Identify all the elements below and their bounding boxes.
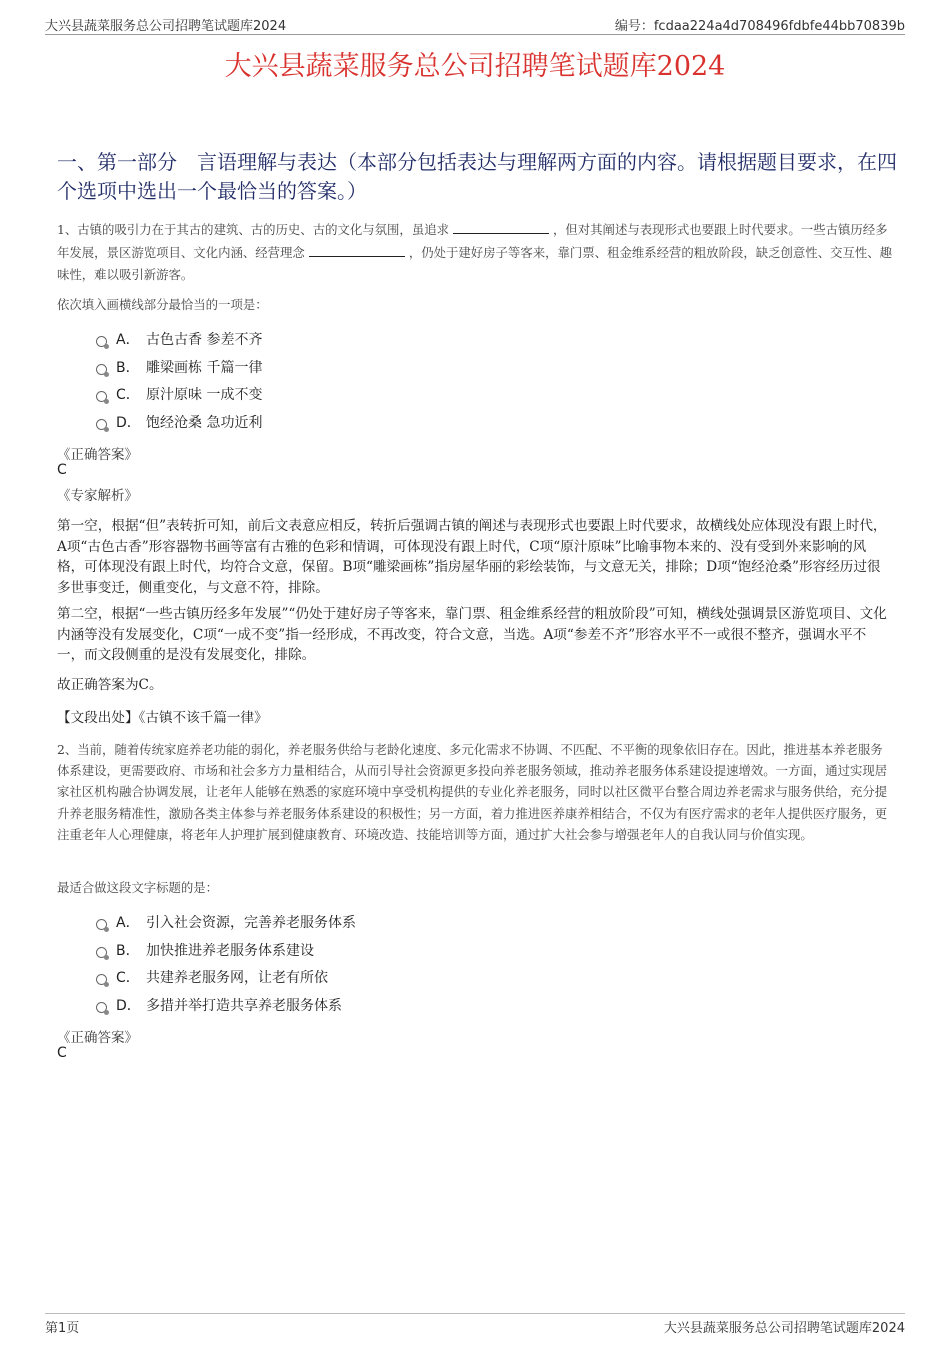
radio-icon[interactable]	[96, 391, 107, 402]
question-2-option-a[interactable]	[96, 912, 356, 932]
option-letter: C．	[116, 387, 140, 403]
option-text: 共建养老服务网，让老有所依	[146, 970, 328, 986]
option-text: 引入社会资源，完善养老服务体系	[146, 915, 356, 931]
option-letter: D．	[116, 998, 141, 1014]
question-1-analysis-paragraph-2: 第二空，根据“一些古镇历经多年发展”“仍处于建好房子等客来，靠门票、租金维系经营的粗放阶段”可知，横线处强调景区游览项目、文化内涵等没有发展变化，C项“一成不变”指一经形成，不再改变，符合文意，当选。A项“参差不齐”形容水平不一或很不整齐，强调水平不一，而文段侧重的是没有发展变化，排除。	[57, 606, 887, 663]
footer-doc-name: 大兴县蔬菜服务总公司招聘笔试题库2024	[663, 1321, 905, 1336]
option-text: 饱经沧桑 急功近利	[146, 415, 263, 431]
document-title: 大兴县蔬菜服务总公司招聘笔试题库2024	[224, 51, 726, 82]
question-1-prompt: 依次填入画横线部分最恰当的一项是：	[57, 297, 268, 312]
option-letter: B．	[116, 943, 140, 959]
option-letter: A．	[116, 915, 140, 931]
page-header	[45, 14, 905, 35]
question-1-answer: C	[57, 462, 67, 478]
question-2-answer-label: 《正确答案》	[57, 1030, 138, 1046]
radio-icon[interactable]	[96, 419, 107, 430]
question-1-analysis-paragraph-1: 第一空，根据“但”表转折可知，前后文表意应相反，转折后强调古镇的阐述与表现形式也要跟上时代要求，故横线处应体现没有跟上时代，A项“古色古香”形容器物书画等富有古雅的色彩和情调，可体现没有跟上时代，C项“原汁原味”比喻事物本来的、没有受到外来影响的风格，可体现没有跟上时代，均符合文意，保留。B项“雕梁画栋”指房屋华丽的彩绘装饰，与文意无关，排除；D项“饱经沧桑”形容经历过很多世事变迁，侧重变化，与文意不符，排除。	[57, 518, 887, 596]
page-number: 第1页	[45, 1321, 80, 1336]
question-1-stem-part2: ，但对其阐述与表现形式也要跟上时代要求。一些古镇历经多年发展，景区游览项目、文化内涵、经营理念	[57, 222, 888, 260]
question-1-stem-part3: ，仍处于建好房子等客来，靠门票、租金维系经营的粗放阶段，缺乏创意性、交互性、趣味性，难以吸引新游客。	[57, 244, 893, 282]
question-1-stem	[57, 219, 895, 287]
question-2-option-b[interactable]	[96, 940, 314, 960]
question-2-answer: C	[57, 1045, 67, 1061]
question-1-analysis-label: 《专家解析》	[57, 488, 138, 504]
radio-icon[interactable]	[96, 336, 107, 347]
question-1-analysis-paragraph-3: 故正确答案为C。	[57, 677, 163, 693]
option-text: 加快推进养老服务体系建设	[146, 943, 314, 959]
option-letter: A．	[116, 332, 140, 348]
radio-icon[interactable]	[96, 919, 107, 930]
fill-blank-2	[309, 244, 405, 257]
question-1-option-d[interactable]	[96, 412, 262, 432]
option-text: 古色古香 参差不齐	[146, 332, 263, 348]
question-1-option-c[interactable]	[96, 384, 262, 404]
option-letter: D．	[116, 415, 141, 431]
question-1-source: 【文段出处】《古镇不该千篇一律》	[57, 710, 268, 726]
radio-icon[interactable]	[96, 947, 107, 958]
header-doc-id: 编号：fcdaa224a4d708496fdbfe44bb70839b	[614, 19, 905, 34]
option-text: 原汁原味 一成不变	[146, 387, 263, 403]
question-1-answer-label: 《正确答案》	[57, 447, 138, 463]
fill-blank-1	[453, 221, 549, 234]
radio-icon[interactable]	[96, 1002, 107, 1013]
question-2-stem: 2、当前，随着传统家庭养老功能的弱化，养老服务供给与老龄化速度、多元化需求不协调、不匹配、不平衡的现象依旧存在。因此，推进基本养老服务体系建设，更需要政府、市场和社会多方力量相结合，从而引导社会资源更多投向养老服务领域，推动养老服务体系建设提速增效。一方面，通过实现居家社区机构融合协调发展，让老年人能够在熟悉的家庭环境中享受机构提供的专业化养老服务，同时以社区微平台整合周边养老需求与服务供给，充分提升养老服务精准性，激励各类主体参与养老服务体系建设的积极性；另一方面，着力推进医养康养相结合，不仅为有医疗需求的老年人提供医疗服务，更注重老年人心理健康，将老年人护理扩展到健康教育、环境改造、技能培训等方面，通过扩大社会参与增强老年人的自我认同与价值实现。	[57, 742, 888, 842]
question-2-prompt: 最适合做这段文字标题的是：	[57, 880, 219, 895]
section-heading: 一、第一部分 言语理解与表达（本部分包括表达与理解两方面的内容。请根据题目要求，在四个选项中选出一个最恰当的答案。）	[57, 150, 897, 203]
option-letter: C．	[116, 970, 140, 986]
question-1-option-b[interactable]	[96, 357, 262, 377]
header-doc-name: 大兴县蔬菜服务总公司招聘笔试题库2024	[45, 19, 287, 34]
option-letter: B．	[116, 360, 140, 376]
question-2-option-c[interactable]	[96, 967, 328, 987]
option-text: 多措并举打造共享养老服务体系	[146, 998, 342, 1014]
question-1-option-a[interactable]	[96, 329, 262, 349]
page-footer	[45, 1313, 905, 1334]
option-text: 雕梁画栋 千篇一律	[146, 360, 263, 376]
question-1-stem-part1: 1、古镇的吸引力在于其古的建筑、古的历史、古的文化与氛围，虽追求	[57, 222, 449, 237]
radio-icon[interactable]	[96, 364, 107, 375]
radio-icon[interactable]	[96, 974, 107, 985]
question-2-option-d[interactable]	[96, 995, 342, 1015]
